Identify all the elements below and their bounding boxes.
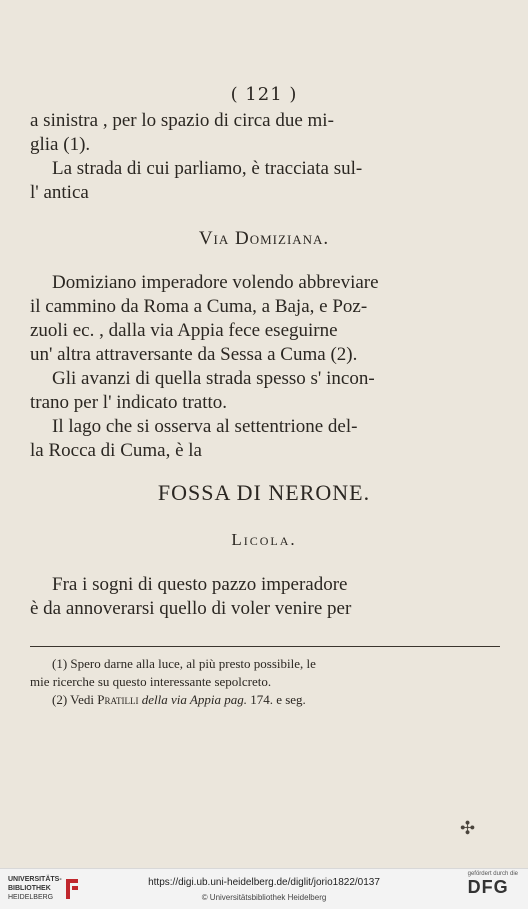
page-number: ( 121 ): [230, 84, 298, 105]
dfg-logo[interactable]: [468, 871, 518, 897]
body-line: il cammino da Roma a Cuma, a Baja, e Poz-: [30, 296, 368, 317]
footnote-2-suffix: 174. e seg.: [246, 692, 306, 707]
viewer-footer: [0, 868, 528, 909]
body-line: Gli avanzi di quella strada spesso s' incon-: [52, 368, 375, 389]
heading-via-domiziana: Via Domiziana.: [198, 228, 330, 249]
dfg-funding-text: gefördert durch die: [467, 871, 518, 877]
footnote-1-line-2: mie ricerche su questo interessante sepolcreto.: [30, 674, 272, 689]
body-line: a sinistra , per lo spazio di circa due mi-: [30, 110, 334, 131]
body-line: l' antica: [30, 182, 89, 203]
footnote-2-author: Pratilli: [97, 692, 139, 707]
body-line: La strada di cui parliamo, è tracciata sul-: [52, 158, 363, 179]
heading-fossa-di-nerone: FOSSA DI NERONE.: [157, 480, 371, 505]
footnote-1-line-1: (1) Spero darne alla luce, al più presto possibile, le: [52, 656, 316, 671]
library-name-line: UNIVERSITÄTS-: [8, 876, 62, 883]
footnote-2-title: della via Appia pag.: [138, 692, 247, 707]
body-line: Domiziano imperadore volendo abbreviare: [52, 272, 379, 293]
body-line: un' altra attraversante da Sessa a Cuma (2).: [30, 344, 358, 365]
body-line: Fra i sogni di questo pazzo imperadore: [52, 574, 348, 595]
footnote-2: [52, 692, 306, 708]
footnote-rule: [30, 646, 500, 647]
marginal-ornament-icon: ✣: [460, 818, 476, 839]
body-line: Il lago che si osserva al settentrione del-: [52, 416, 358, 437]
copyright-notice: © Universitätsbibliothek Heidelberg: [201, 893, 327, 902]
library-name-line: HEIDELBERG: [8, 894, 54, 901]
body-line: la Rocca di Cuma, è la: [30, 440, 202, 461]
heading-licola: Licola.: [231, 530, 297, 549]
footnote-2-prefix: (2) Vedi: [52, 692, 98, 707]
library-name-line: BIBLIOTHEK: [8, 885, 51, 892]
body-line: glia (1).: [30, 134, 91, 155]
body-line: zuoli ec. , dalla via Appia fece eseguirne: [30, 320, 338, 341]
body-line: trano per l' indicato tratto.: [30, 392, 228, 413]
dfg-logo-text: DFG: [467, 877, 509, 897]
body-line: è da annoverarsi quello di voler venire per: [30, 598, 352, 619]
permalink-url[interactable]: https://digi.ub.uni-heidelberg.de/diglit/jorio1822/0137: [148, 877, 380, 888]
